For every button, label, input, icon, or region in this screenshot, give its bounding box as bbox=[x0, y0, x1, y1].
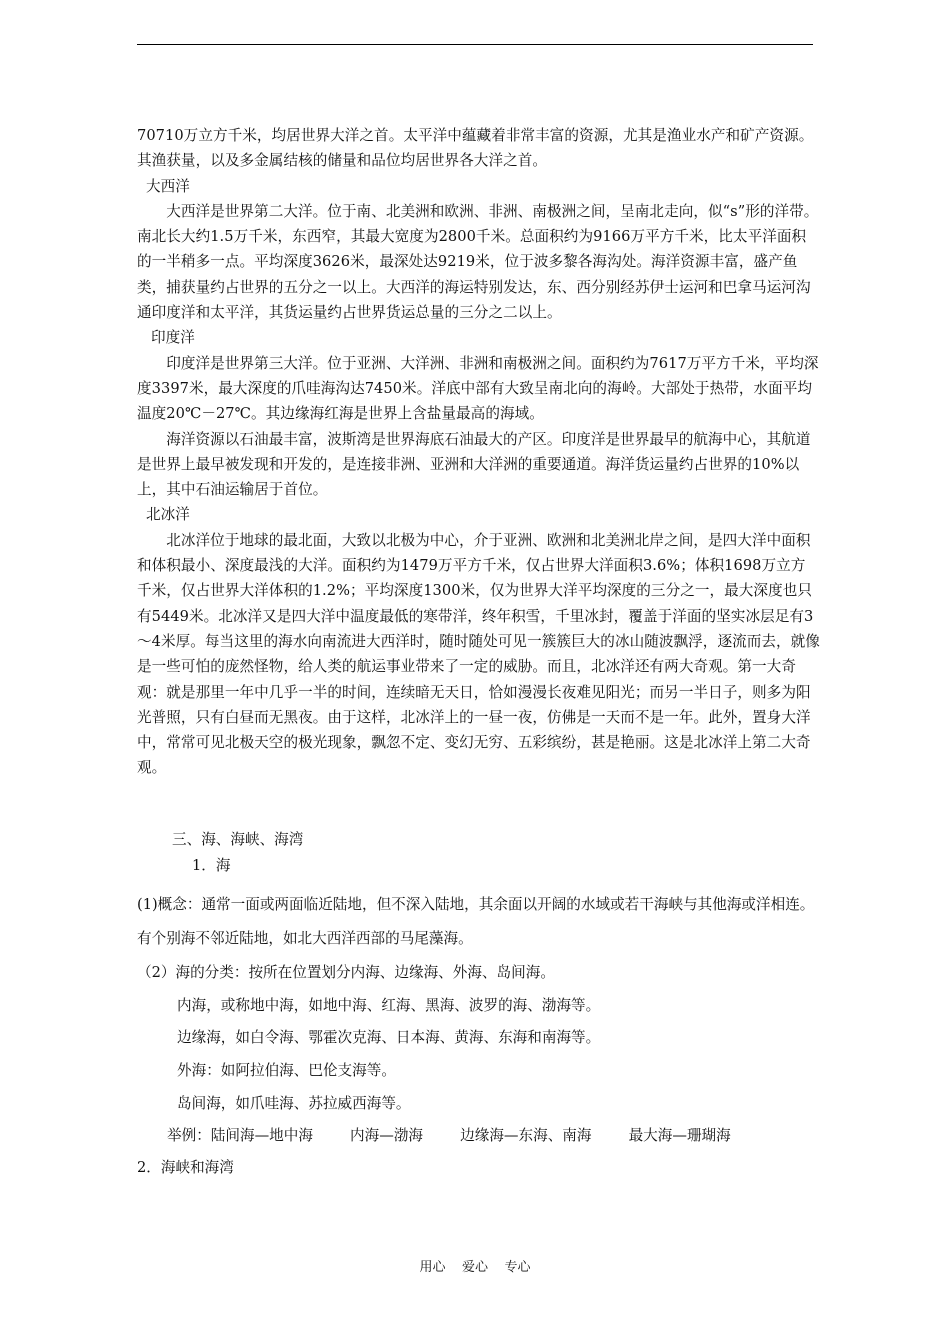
arctic-paragraph: 北冰洋位于地球的最北面，大致以北极为中心，介于亚洲、欧洲和北美洲北岸之间，是四大洋中面积和体积最小、深度最浅的大洋。面积约为1479万平方千米，仅占世界大洋面积3.6%；体积1698万立方千米，仅占世界大洋体积的1.2%；平均深度1300米，仅为世界大洋平均深度的三分之一，最大深度也只有5449米。北冰洋又是四大洋中温度最低的寒带洋，终年积雪，千里冰封，覆盖于洋面的坚实冰层足有3～4米厚。每当这里的海水向南流进大西洋时，随时随处可见一簇簇巨大的冰山随波飘浮，逐流而去，就像是一些可怕的庞然怪物，给人类的航运事业带来了一定的威胁。而且，北冰洋还有两大奇观。第一大奇观：就是那里一年中几乎一半的时间，连续暗无天日，恰如漫漫长夜难见阳光；而另一半日子，则多为阳光普照，只有白昼而无黑夜。由于这样，北冰洋上的一昼一夜，仿佛是一天而不是一年。此外，置身大洋中，常常可见北极天空的极光现象，飘忽不定、变幻无穷、五彩缤纷，甚是艳丽。这是北冰洋上第二大奇观。 bbox=[137, 531, 820, 777]
atlantic-paragraph: 大西洋是世界第二大洋。位于南、北美洲和欧洲、非洲、南极洲之间，呈南北走向，似“s”形的洋带。南北长大约1.5万千米，东西窄，其最大宽度为2800千米。总面积约为9166万平方千米，比太平洋面积的一半稍多一点。平均深度3626米，最深处达9219米，位于波多黎各海沟处。海洋资源丰富，盛产鱼类，捕获量约占世界的五分之一以上。大西洋的海运特别发达，东、西分别经苏伊士运河和巴拿马运河沟通印度洋和太平洋，其货运量约占世界货运总量的三分之二以上。 bbox=[137, 202, 819, 322]
sea-concept-paragraph: (1)概念：通常一面或两面临近陆地，但不深入陆地，其余面以开阔的水域或若干海峡与其他海或洋相连。有个别海不邻近陆地，如北大西洋西部的马尾藻海。 bbox=[137, 895, 815, 947]
subsection-strait-bay-title: 2．海峡和海湾 bbox=[137, 1159, 234, 1177]
indian-heading: 印度洋 bbox=[151, 329, 195, 347]
sea-classification-paragraph: （2）海的分类：按所在位置划分内海、边缘海、外海、岛间海。 bbox=[137, 963, 555, 981]
sea-type-item: 内海，或称地中海，如地中海、红海、黑海、波罗的海、渤海等。 bbox=[177, 996, 601, 1014]
document-body bbox=[137, 123, 820, 1184]
sea-type-item: 岛间海，如爪哇海、苏拉威西海等。 bbox=[177, 1094, 411, 1112]
indian-paragraph-1: 印度洋是世界第三大洋。位于亚洲、大洋洲、非洲和南极洲之间。面积约为7617万平方千米，平均深度3397米，最大深度的爪哇海沟达7450米。洋底中部有大致呈南北向的海岭。大部处于热带，水面平均温度20℃－27℃。其边缘海红海是世界上含盐量最高的海域。 bbox=[137, 354, 819, 423]
sea-type-item: 边缘海，如白令海、鄂霍次克海、日本海、黄海、东海和南海等。 bbox=[177, 1029, 601, 1047]
header-rule bbox=[137, 44, 813, 45]
sea-examples-line: 举例：陆间海—地中海 内海—渤海 边缘海—东海、南海 最大海—珊瑚海 bbox=[167, 1127, 731, 1145]
pacific-continued-paragraph: 70710万立方千米，均居世界大洋之首。太平洋中蕴藏着非常丰富的资源，尤其是渔业水产和矿产资源。其渔获量，以及多金属结核的储量和品位均居世界各大洋之首。 bbox=[137, 127, 814, 170]
sea-type-item: 外海：如阿拉伯海、巴伦支海等。 bbox=[177, 1061, 396, 1079]
section-spacer bbox=[137, 781, 820, 827]
indian-paragraph-2: 海洋资源以石油最丰富，波斯湾是世界海底石油最大的产区。印度洋是世界最早的航海中心，其航道是世界上最早被发现和开发的，是连接非洲、亚洲和大洋洲的重要通道。海洋货运量约占世界的10%以上，其中石油运输居于首位。 bbox=[137, 430, 811, 499]
page-footer: 用心 爱心 专心 bbox=[419, 1260, 531, 1275]
arctic-heading: 北冰洋 bbox=[146, 506, 190, 524]
subsection-sea-title: 1．海 bbox=[192, 856, 231, 874]
section-3-title: 三、海、海峡、海湾 bbox=[172, 830, 304, 848]
atlantic-heading: 大西洋 bbox=[146, 177, 190, 195]
